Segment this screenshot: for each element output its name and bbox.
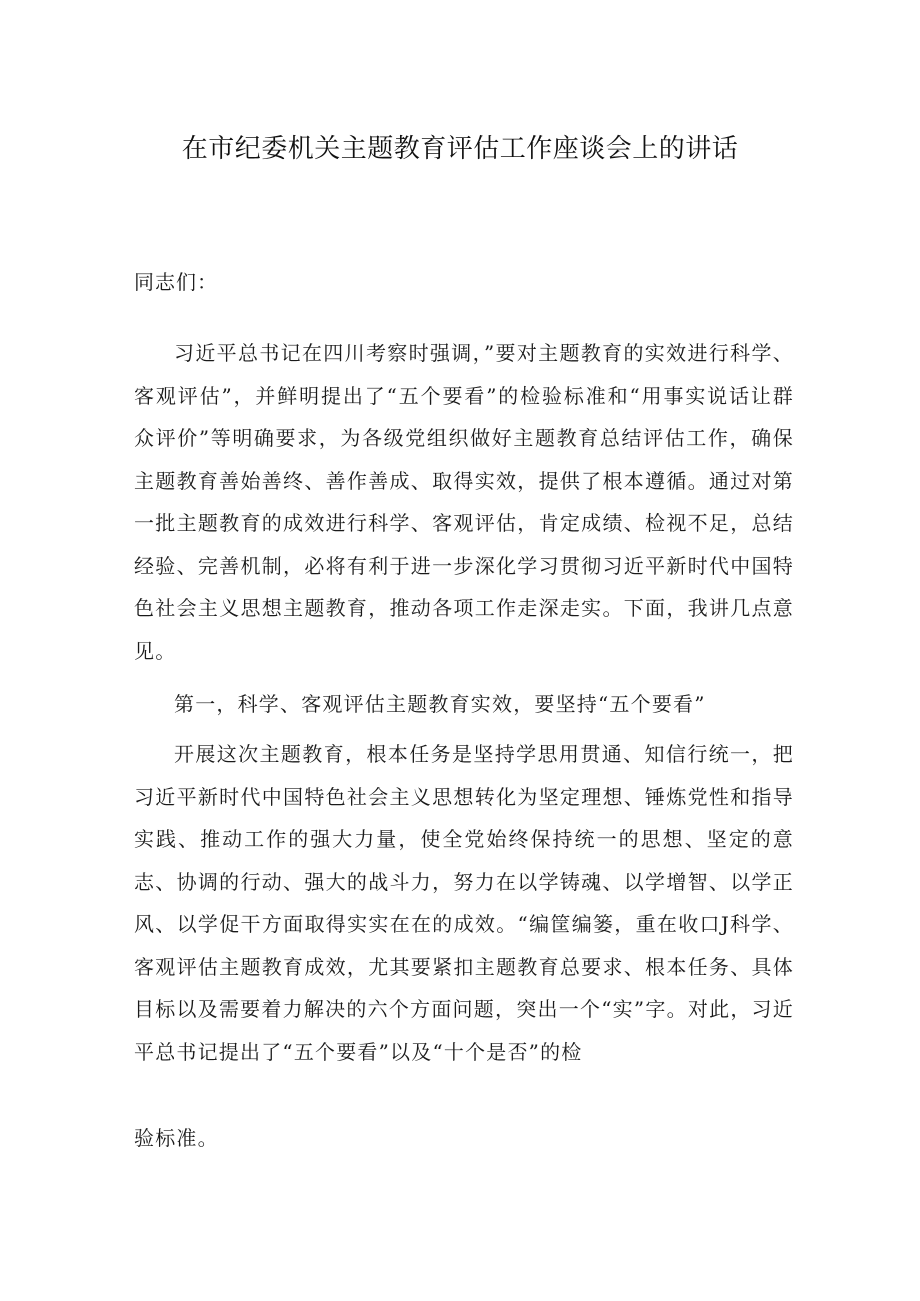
section-heading-1: 第一，科学、客观评估主题教育实效，要坚持“五个要看” [174,692,706,716]
body-paragraph-2: 开展这次主题教育，根本任务是坚持学思用贯通、知信行统一，把习近平新时代中国特色社会主义思想转化为坚定理想、锤炼党性和指导实践、推动工作的强大力量，使全党始终保持统一的思想、坚定的意志、协调的行动、强大的战斗力，努力在以学铸魂、以学增智、以学正风、以学促干方面取得实实在在的成效。“编筐编篓，重在收口J科学、客观评估主题教育成效，尤其要紧扣主题教育总要求、根本任务、具体目标以及需要着力解决的六个方面问题，突出一个“实”字。对此，习近平总书记提出了“五个要看”以及“十个是否”的检 [134,742,794,1064]
body-paragraph-1: 习近平总书记在四川考察时强调，”要对主题教育的实效进行科学、客观评估”，并鲜明提出了“五个要看”的检验标准和“用事实说话让群众评价”等明确要求，为各级党组织做好主题教育总结评估工作，确保主题教育善始善终、善作善成、取得实效，提供了根本遵循。通过对第一批主题教育的成效进行科学、客观评估，肯定成绩、检视不足，总结经验、完善机制，必将有利于进一步深化学习贯彻习近平新时代中国特色社会主义思想主题教育，推动各项工作走深走实。下面，我讲几点意见。 [134,341,794,663]
body-paragraph-2-continuation: 验标准。 [134,1126,219,1150]
document-title: 在市纪委机关主题教育评估工作座谈会上的讲话 [181,134,739,164]
salutation: 同志们： [134,270,218,294]
